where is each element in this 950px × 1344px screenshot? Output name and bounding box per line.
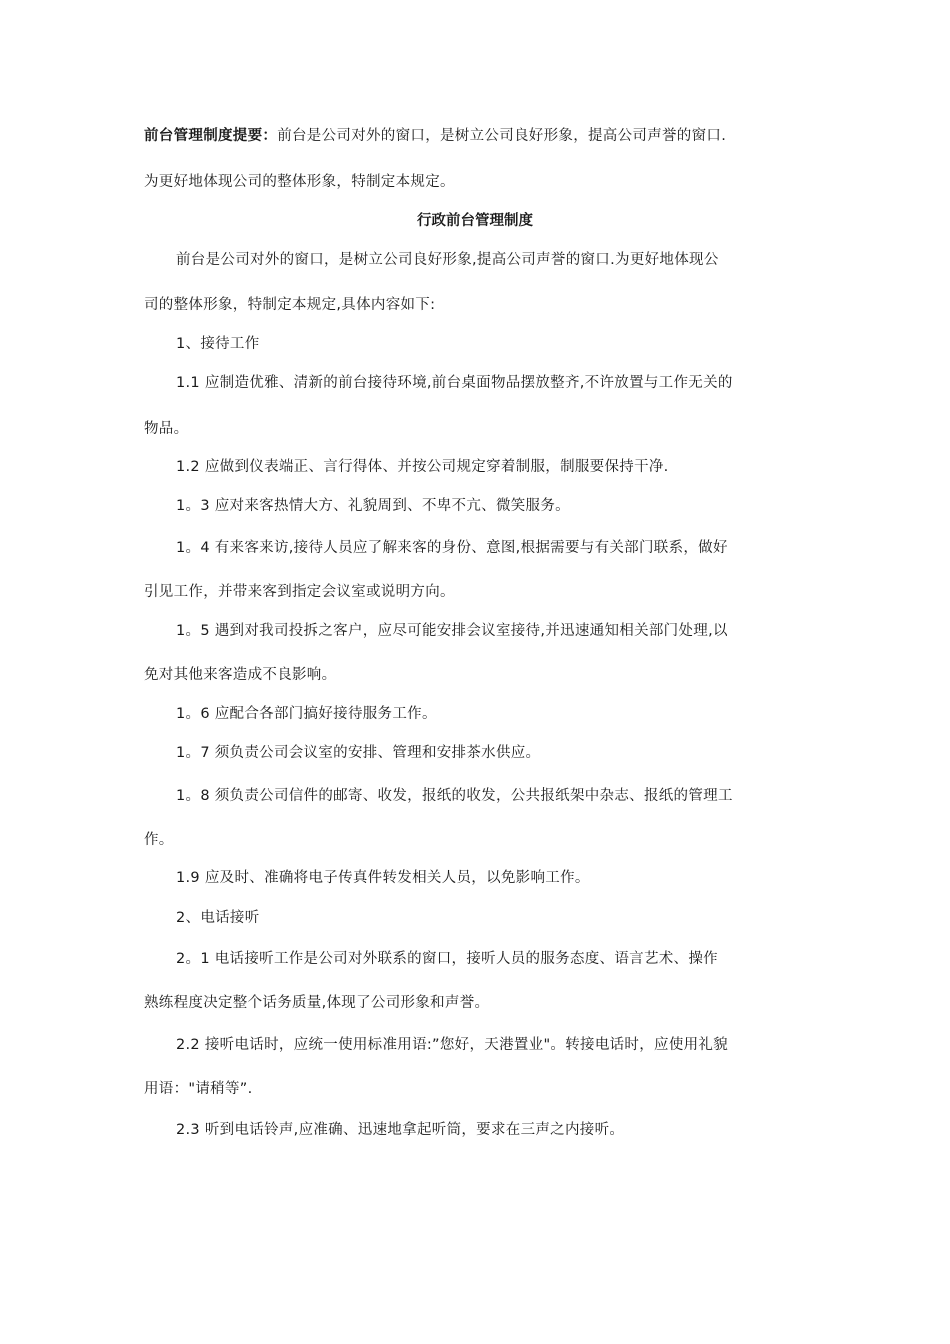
- paragraph-line: 作。: [144, 832, 174, 848]
- summary-line-2: 为更好地体现公司的整体形象，特制定本规定。: [144, 174, 455, 190]
- paragraph-line: 用语："请稍等”.: [144, 1081, 253, 1097]
- paragraph-line: 1。4 有来客来访,接待人员应了解来客的身份、意图,根据需要与有关部门联系，做好: [176, 540, 728, 556]
- paragraph-line: 1。6 应配合各部门搞好接待服务工作。: [176, 706, 437, 722]
- paragraph-line: 引见工作，并带来客到指定会议室或说明方向。: [144, 584, 455, 600]
- paragraph-line: 1。7 须负责公司会议室的安排、管理和安排茶水供应。: [176, 745, 541, 761]
- paragraph-line: 前台是公司对外的窗口，是树立公司良好形象,提高公司声誉的窗口.为更好地体现公: [176, 252, 719, 268]
- paragraph-line: 2.2 接听电话时，应统一使用标准用语:”您好，天港置业"。转接电话时，应使用礼貌: [176, 1037, 729, 1053]
- document-title: 行政前台管理制度: [417, 213, 533, 229]
- paragraph-line: 1.1 应制造优雅、清新的前台接待环境,前台桌面物品摆放整齐,不许放置与工作无关的: [176, 375, 733, 391]
- paragraph-line: 2。1 电话接听工作是公司对外联系的窗口，接听人员的服务态度、语言艺术、操作: [176, 951, 718, 967]
- paragraph-line: 1。5 遇到对我司投拆之客户，应尽可能安排会议室接待,并迅速通知相关部门处理,以: [176, 623, 728, 639]
- paragraph-line: 免对其他来客造成不良影响。: [144, 667, 337, 683]
- paragraph-line: 1。8 须负责公司信件的邮寄、收发，报纸的收发，公共报纸架中杂志、报纸的管理工: [176, 788, 733, 804]
- paragraph-line: 熟练程度决定整个话务质量,体现了公司形象和声誉。: [144, 995, 490, 1011]
- section-heading: 2、电话接听: [176, 910, 260, 926]
- summary-text-1: 前台是公司对外的窗口，是树立公司良好形象，提高公司声誉的窗口.: [277, 128, 727, 144]
- paragraph-line: 物品。: [144, 421, 189, 437]
- summary-line-1: [144, 126, 726, 146]
- paragraph-line: 司的整体形象，特制定本规定,具体内容如下:: [144, 297, 436, 313]
- section-heading: 1、接待工作: [176, 336, 260, 352]
- paragraph-line: 1。3 应对来客热情大方、礼貌周到、不卑不亢、微笑服务。: [176, 498, 570, 514]
- paragraph-line: 2.3 听到电话铃声,应准确、迅速地拿起听筒，要求在三声之内接听。: [176, 1122, 625, 1138]
- summary-heading: 前台管理制度提要：: [144, 128, 278, 144]
- paragraph-line: 1.2 应做到仪表端正、言行得体、并按公司规定穿着制服，制服要保持干净.: [176, 459, 669, 475]
- paragraph-line: 1.9 应及时、准确将电子传真件转发相关人员，以免影响工作。: [176, 870, 590, 886]
